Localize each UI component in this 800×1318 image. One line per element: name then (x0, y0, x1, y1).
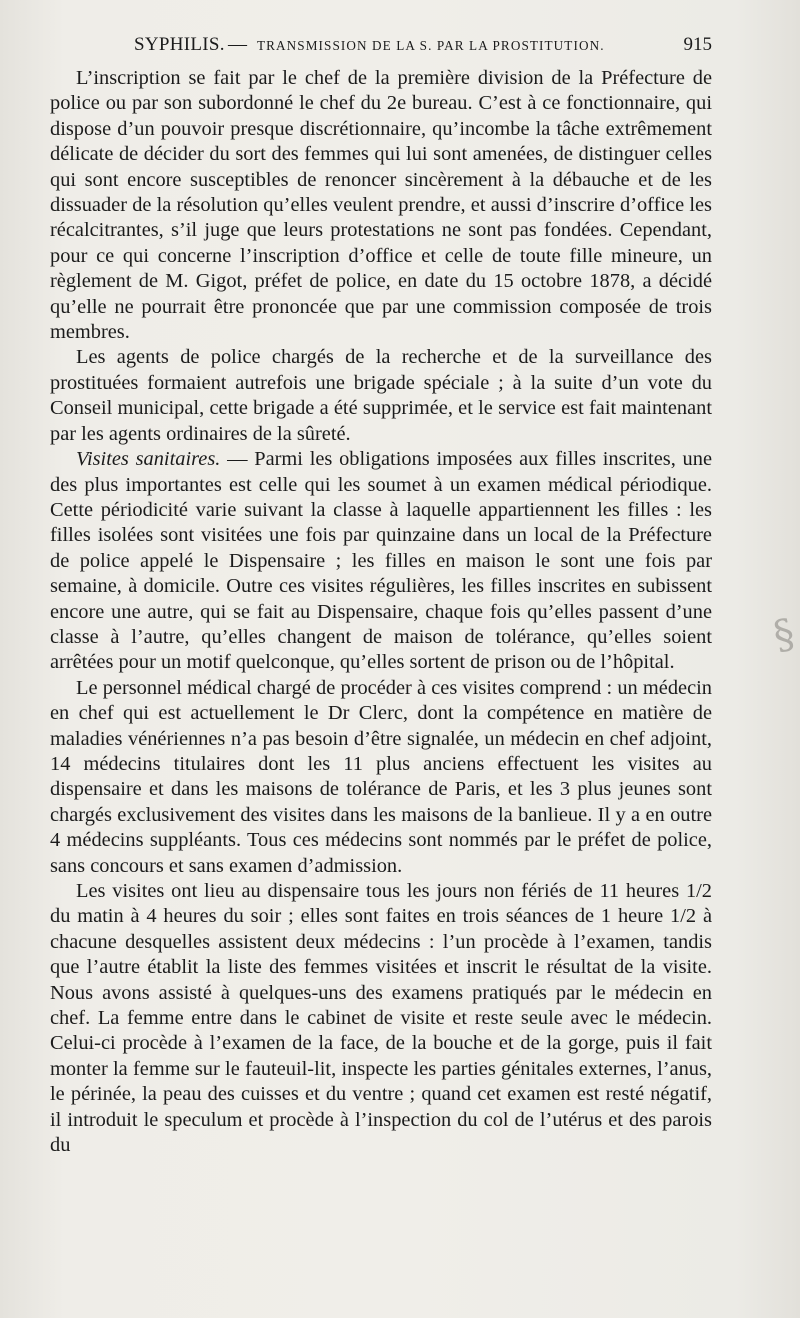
paragraph (50, 879, 712, 1158)
show-through-mark: § (769, 610, 799, 660)
header-separator: — (228, 34, 247, 55)
paragraph-lead: Visites sanitaires. (76, 448, 221, 471)
paragraph (50, 676, 712, 879)
paragraph (50, 345, 712, 447)
running-header (52, 34, 712, 60)
page-number: 915 (683, 34, 712, 55)
paragraph-text: Les agents de police chargés de la recherche et de la surveillance des prostituées formaient autrefois une brigade spéciale ; à la suite d’un vote du Conseil municipal, cette brigade a été supprimée, et le service est fait maintenant par les agents ordinaires de la sûreté. (50, 346, 712, 445)
paragraph-text: Le personnel médical chargé de procéder à ces visites comprend : un médecin en chef qui est actuellement le Dr Clerc, dont la compétence en matière de maladies vénériennes n’a pas besoin d’être signalée, un médecin en chef adjoint, 14 médecins titulaires dont les 11 plus anciens effectuent les visites au dispensaire et dans les maisons de tolérance de Paris, et les 3 plus jeunes sont chargés exclusivement des visites dans les maisons de la banlieue. Il y a en outre 4 médecins suppléants. Tous ces médecins sont nommés par le préfet de police, sans concours et sans examen d’admission. (50, 676, 712, 877)
paragraph-dash: — (220, 448, 255, 471)
body-text (50, 66, 712, 1158)
running-title: SYPHILIS. (134, 34, 225, 55)
section-title: TRANSMISSION DE LA S. PAR LA PROSTITUTION. (257, 38, 605, 53)
paragraph-text: L’inscription se fait par le chef de la première division de la Préfecture de police ou par son subordonné le chef du 2e bureau. C’est à ce fonctionnaire, qui dispose d’un pouvoir presque discrétionnaire, qu’incombe la tâche extrêmement délicate de décider du sort des femmes qui lui sont amenées, de distinguer celles qui sont encore susceptibles de renoncer sincèrement à la débauche et de les dissuader de la résolution qu’elles veulent prendre, et aussi d’inscrire d’office les récalcitrantes, s’il juge que leurs protestations ne sont pas fondées. Cependant, pour ce qui concerne l’inscription d’office et celle de toute fille mineure, un règlement de M. Gigot, préfet de police, en date du 15 octobre 1878, a décidé qu’elle ne pourrait être prononcée que par une commission composée de trois membres. (50, 67, 712, 344)
paragraph (50, 66, 712, 345)
paragraph-text: Parmi les obligations imposées aux filles inscrites, une des plus importantes est celle qui les soumet à un examen médical périodique. Cette périodicité varie suivant la classe à laquelle appartiennent les filles : les filles isolées sont visitées une fois par quinzaine dans un local de la Préfecture de police appelé le Dispensaire ; les filles en maison le sont une fois par semaine, à domicile. Outre ces visites régulières, les filles inscrites en subissent encore une autre, qui se fait au Dispensaire, chaque fois qu’elles passent d’une classe à l’autre, qu’elles changent de maison de tolérance, qu’elles soient arrêtées pour un motif quelconque, qu’elles sortent de prison ou de l’hôpital. (50, 448, 712, 674)
paragraph (50, 447, 712, 676)
paragraph-text: Les visites ont lieu au dispensaire tous les jours non fériés de 11 heures 1/2 du matin à 4 heures du soir ; elles sont faites en trois séances de 1 heure 1/2 à chacune desquelles assistent deux médecins : l’un procède à l’examen, tandis que l’autre établit la liste des femmes visitées et inscrit le résultat de la visite. Nous avons assisté à quelques-uns des examens pratiqués par le médecin en chef. La femme entre dans le cabinet de visite et reste seule avec le médecin. Celui-ci procède à l’examen de la face, de la bouche et de la gorge, puis il fait monter la femme sur le fauteuil-lit, inspecte les parties génitales externes, l’anus, le périnée, la peau des cuisses et du ventre ; quand cet examen est resté négatif, il introduit le speculum et procède à l’inspection du col de l’utérus et des parois du (50, 880, 712, 1157)
